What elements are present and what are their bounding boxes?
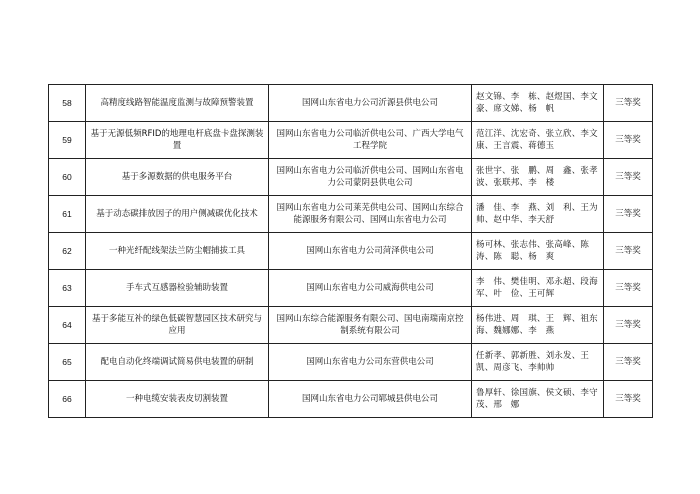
project-name: 一种电缆安装表皮切割装置 — [86, 381, 269, 418]
project-name: 高精度线路智能温度监测与故障预警装置 — [86, 85, 269, 122]
table-row — [49, 159, 653, 196]
award-level: 三等奖 — [604, 85, 653, 122]
team-members: 杨可林、张志伟、张高峰、陈 涛、陈 聪、杨 爽 — [472, 233, 604, 270]
table-row — [49, 344, 653, 381]
project-name: 手车式互感器检验辅助装置 — [86, 270, 269, 307]
row-number: 59 — [49, 122, 86, 159]
table-row — [49, 270, 653, 307]
table-row — [49, 85, 653, 122]
project-name: 一种光纤配线架法兰防尘帽捕拔工具 — [86, 233, 269, 270]
table-row — [49, 307, 653, 344]
award-level: 三等奖 — [604, 381, 653, 418]
table-row — [49, 122, 653, 159]
completing-unit: 国网山东省电力公司菏泽供电公司 — [269, 233, 472, 270]
award-level: 三等奖 — [604, 344, 653, 381]
team-members: 潘 佳、李 燕、刘 利、王为帅、赵中华、李天舒 — [472, 196, 604, 233]
row-number: 66 — [49, 381, 86, 418]
awards-table — [48, 84, 653, 418]
award-level: 三等奖 — [604, 270, 653, 307]
completing-unit: 国网山东省电力公司莱芜供电公司、国网山东综合能源服务有限公司、国网山东省电力公司 — [269, 196, 472, 233]
row-number: 62 — [49, 233, 86, 270]
row-number: 65 — [49, 344, 86, 381]
completing-unit: 国网山东省电力公司郓城县供电公司 — [269, 381, 472, 418]
project-name: 基于无源低频RFID的地理电杆底盘卡盘探测装置 — [86, 122, 269, 159]
row-number: 60 — [49, 159, 86, 196]
team-members: 赵文锦、李 栋、赵煜国、李文豪、席文娣、杨 帆 — [472, 85, 604, 122]
completing-unit: 国网山东省电力公司临沂供电公司、国网山东省电力公司蒙阴县供电公司 — [269, 159, 472, 196]
project-name: 基于动态碳排放因子的用户侧减碳优化技术 — [86, 196, 269, 233]
completing-unit: 国网山东省电力公司临沂供电公司、广西大学电气工程学院 — [269, 122, 472, 159]
project-name: 基于多源数据的供电服务平台 — [86, 159, 269, 196]
row-number: 64 — [49, 307, 86, 344]
team-members: 鲁厚轩、徐国旗、侯文硕、李守茂、邢 娜 — [472, 381, 604, 418]
table-row — [49, 196, 653, 233]
award-level: 三等奖 — [604, 122, 653, 159]
team-members: 范江洋、沈宏奇、张立欣、李文康、王言震、蒋德玉 — [472, 122, 604, 159]
team-members: 张世宇、张 鹏、周 鑫、张孝波、张联邦、李 楼 — [472, 159, 604, 196]
team-members: 任新孝、郭新胜、刘永发、王 凯、周彦飞、李帅帅 — [472, 344, 604, 381]
row-number: 61 — [49, 196, 86, 233]
completing-unit: 国网山东省电力公司东营供电公司 — [269, 344, 472, 381]
completing-unit: 国网山东省电力公司威海供电公司 — [269, 270, 472, 307]
project-name: 基于多能互补的绿色低碳智慧园区技术研究与应用 — [86, 307, 269, 344]
completing-unit: 国网山东省电力公司沂源县供电公司 — [269, 85, 472, 122]
team-members: 李 伟、樊佳明、邓永超、段海军、叶 俭、王可辉 — [472, 270, 604, 307]
row-number: 63 — [49, 270, 86, 307]
table-row — [49, 381, 653, 418]
completing-unit: 国网山东综合能源服务有限公司、国电南瑞南京控制系统有限公司 — [269, 307, 472, 344]
team-members: 杨伟进、周 琪、王 辉、祖东海、魏娜娜、李 燕 — [472, 307, 604, 344]
award-level: 三等奖 — [604, 307, 653, 344]
award-level: 三等奖 — [604, 233, 653, 270]
row-number: 58 — [49, 85, 86, 122]
award-level: 三等奖 — [604, 196, 653, 233]
award-level: 三等奖 — [604, 159, 653, 196]
table-row — [49, 233, 653, 270]
project-name: 配电自动化终端调试简易供电装置的研制 — [86, 344, 269, 381]
